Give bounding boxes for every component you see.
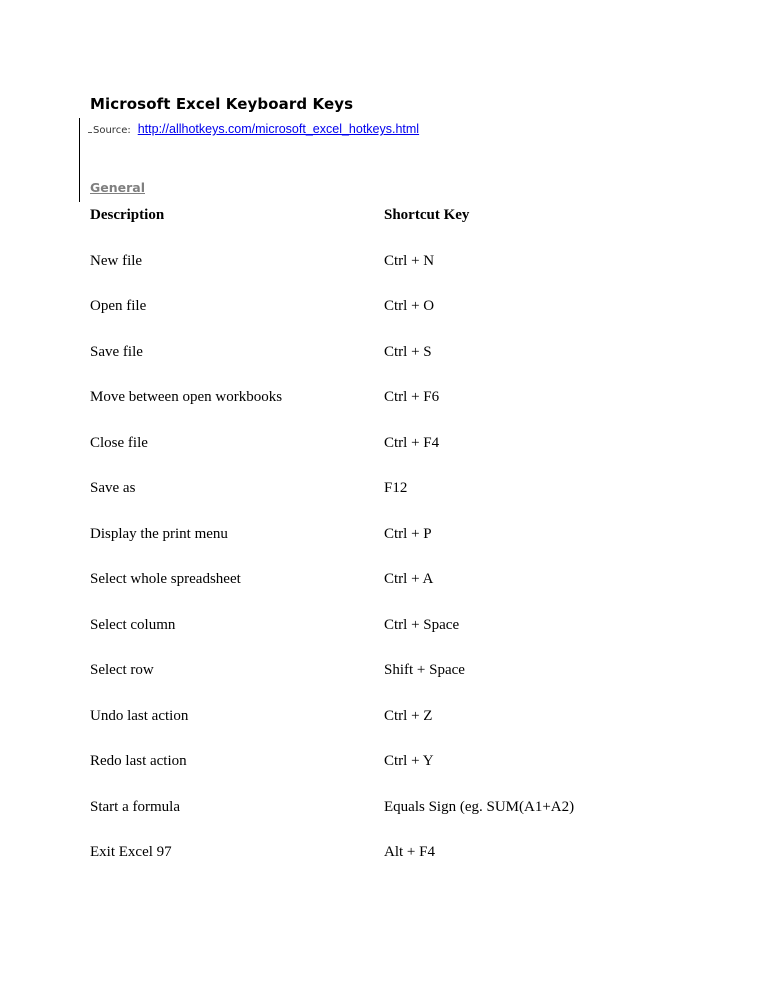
- row-shortcut: Ctrl + A: [384, 571, 434, 587]
- document-title: Microsoft Excel Keyboard Keys: [90, 95, 354, 113]
- row-shortcut: Shift + Space: [384, 662, 465, 678]
- row-description: Save file: [90, 343, 143, 360]
- table-row: [90, 298, 650, 344]
- row-shortcut: Ctrl + P: [384, 525, 432, 542]
- table-row: [90, 844, 650, 890]
- table-row: [90, 799, 650, 845]
- table-header-row: [90, 207, 650, 253]
- row-description: Move between open workbooks: [90, 389, 283, 405]
- source-line: [88, 120, 419, 138]
- revision-margin-bar: [79, 118, 80, 202]
- column-header-description: Description: [90, 207, 165, 223]
- row-shortcut: Alt + F4: [384, 844, 435, 860]
- table-row: [90, 253, 650, 299]
- row-shortcut: Ctrl + Y: [384, 753, 434, 769]
- row-description: Start a formula: [90, 798, 180, 815]
- row-shortcut: Ctrl + F4: [384, 434, 440, 451]
- row-shortcut: Ctrl + S: [384, 343, 432, 360]
- source-link[interactable]: http://allhotkeys.com/microsoft_excel_hotkeys.html: [137, 122, 420, 136]
- table-row: [90, 753, 650, 799]
- row-shortcut: Ctrl + Z: [384, 707, 433, 724]
- row-shortcut: Ctrl + N: [384, 252, 435, 269]
- table-row: [90, 526, 650, 572]
- row-description: Undo last action: [90, 707, 189, 724]
- table-row: [90, 344, 650, 390]
- row-description: Display the print menu: [90, 525, 228, 542]
- row-shortcut: Ctrl + O: [384, 298, 435, 314]
- table-row: [90, 480, 650, 526]
- table-row: [90, 708, 650, 754]
- row-shortcut: Ctrl + Space: [384, 616, 460, 633]
- row-shortcut: Ctrl + F6: [384, 389, 440, 405]
- row-description: Exit Excel 97: [90, 844, 172, 860]
- row-shortcut: Equals Sign (eg. SUM(A1+A2): [384, 798, 575, 815]
- row-description: Select row: [90, 662, 154, 678]
- row-description: Open file: [90, 298, 147, 314]
- source-label: Source:: [88, 125, 131, 136]
- row-description: Redo last action: [90, 753, 187, 769]
- row-description: New file: [90, 252, 143, 269]
- shortcut-table: [90, 207, 650, 890]
- table-row: [90, 571, 650, 617]
- table-row: [90, 435, 650, 481]
- table-row: [90, 389, 650, 435]
- row-description: Select column: [90, 616, 176, 633]
- section-heading-general: General: [90, 180, 145, 195]
- column-header-shortcut: Shortcut Key: [384, 207, 470, 223]
- row-description: Save as: [90, 480, 136, 496]
- table-body: [90, 253, 650, 890]
- table-row: [90, 662, 650, 708]
- row-description: Close file: [90, 434, 148, 451]
- row-shortcut: F12: [384, 480, 408, 496]
- row-description: Select whole spreadsheet: [90, 571, 241, 587]
- table-row: [90, 617, 650, 663]
